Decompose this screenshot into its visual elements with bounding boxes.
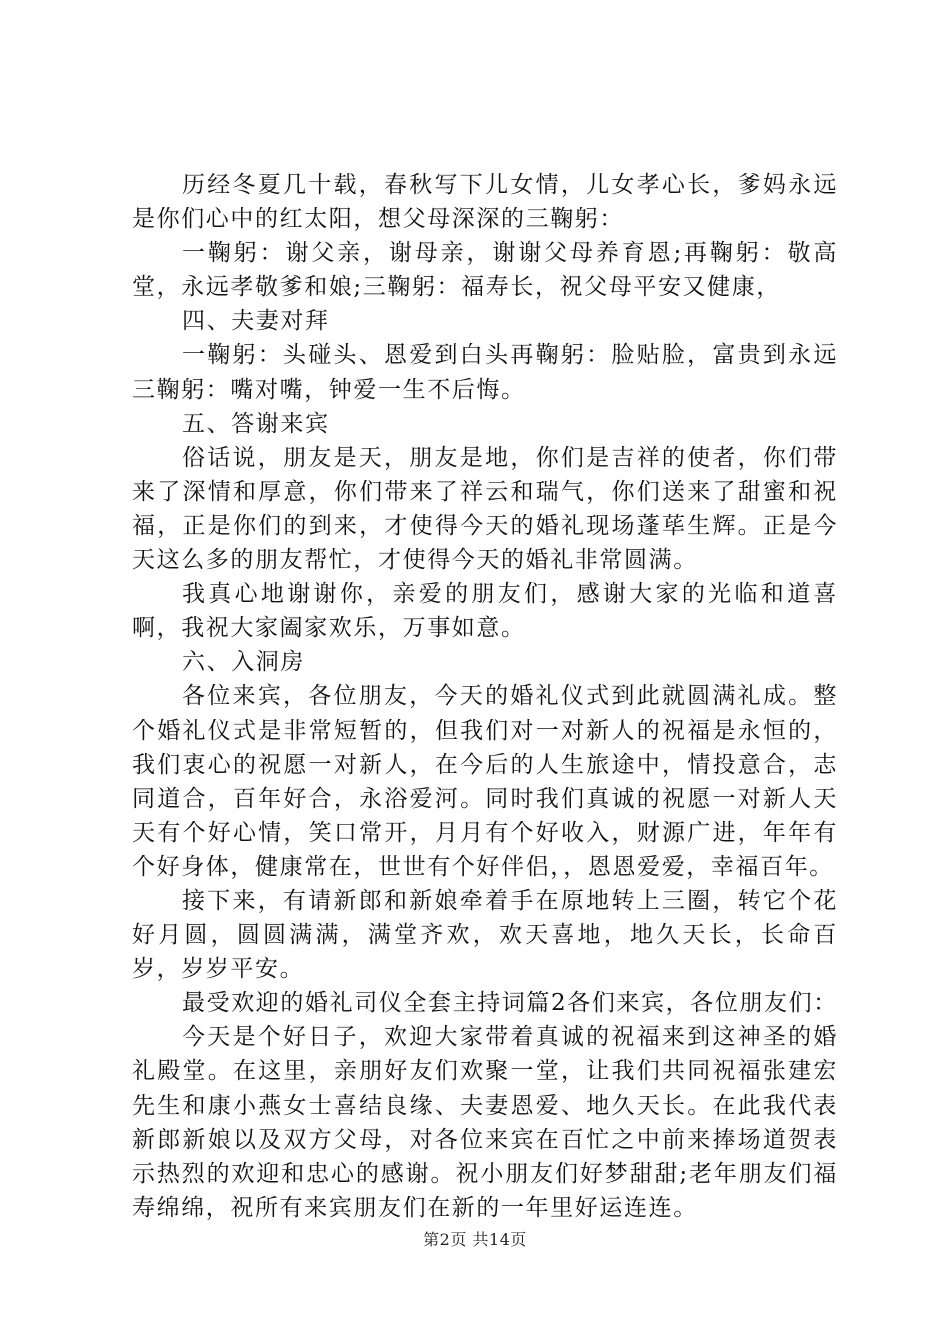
paragraph-friends-thanks: 俗话说，朋友是天，朋友是地，你们是吉祥的使者，你们带来了深情和厚意，你们带来了祥云和瑞气，你们送来了甜蜜和祝福，正是你们的到来，才使得今天的婚礼现场蓬荜生辉。正是今天这么多的朋友帮忙，才使得今天的婚礼非常圆满。 <box>132 444 838 574</box>
document-body <box>132 168 838 1225</box>
section-heading-couple-bow: 四、夫妻对拜 <box>182 308 330 335</box>
section-heading-thank-guests: 五、答谢来宾 <box>182 410 330 437</box>
section-heading-bridal-chamber: 六、入洞房 <box>182 649 305 676</box>
paragraph-couple-bows: 一鞠躬：头碰头、恩爱到白头再鞠躬：脸贴脸，富贵到永远三鞠躬：嘴对嘴，钟爱一生不后悔。 <box>132 342 838 403</box>
paragraph-three-bows-parents: 一鞠躬：谢父亲，谢母亲，谢谢父母养育恩;再鞠躬：敬高堂，永远孝敬爹和娘;三鞠躬：福寿长，祝父母平安又健康， <box>132 240 838 301</box>
page-number-footer: 第2页 共14页 <box>423 1230 527 1249</box>
paragraph-turn-three-circles: 接下来，有请新郎和新娘牵着手在原地转上三圈，转它个花好月圆，圆圆满满，满堂齐欢，欢天喜地，地久天长，长命百岁，岁岁平安。 <box>132 887 838 983</box>
paragraph-sincere-thanks: 我真心地谢谢你，亲爱的朋友们，感谢大家的光临和道喜啊，我祝大家阖家欢乐，万事如意。 <box>132 581 838 642</box>
paragraph-three-bows-intro: 历经冬夏几十载，春秋写下儿女情，儿女孝心长，爹妈永远是你们心中的红太阳，想父母深深的三鞠躬： <box>132 172 838 233</box>
paragraph-good-day-welcome: 今天是个好日子，欢迎大家带着真诚的祝福来到这神圣的婚礼殿堂。在这里，亲朋好友们欢聚一堂，让我们共同祝福张建宏先生和康小燕女士喜结良缘、夫妻恩爱、地久天长。在此我代表新郎新娘以及双方父母，对各位来宾在百忙之中前来捧场道贺表示热烈的欢迎和忠心的感谢。祝小朋友们好梦甜甜;老年朋友们福寿绵绵，祝所有来宾朋友们在新的一年里好运连连。 <box>132 1024 838 1221</box>
paragraph-ceremony-complete: 各位来宾，各位朋友，今天的婚礼仪式到此就圆满礼成。整个婚礼仪式是非常短暂的，但我们对一对新人的祝福是永恒的，我们衷心的祝愿一对新人，在今后的人生旅途中，情投意合，志同道合，百年好合，永浴爱河。同时我们真诚的祝愿一对新人天天有个好心情，笑口常开，月月有个好收入，财源广进，年年有个好身体，健康常在，世世有个好伴侣，，恩恩爱爱，幸福百年。 <box>132 683 838 880</box>
paragraph-chapter-two-opening: 最受欢迎的婚礼司仪全套主持词篇2各们来宾，各位朋友们： <box>182 990 838 1017</box>
